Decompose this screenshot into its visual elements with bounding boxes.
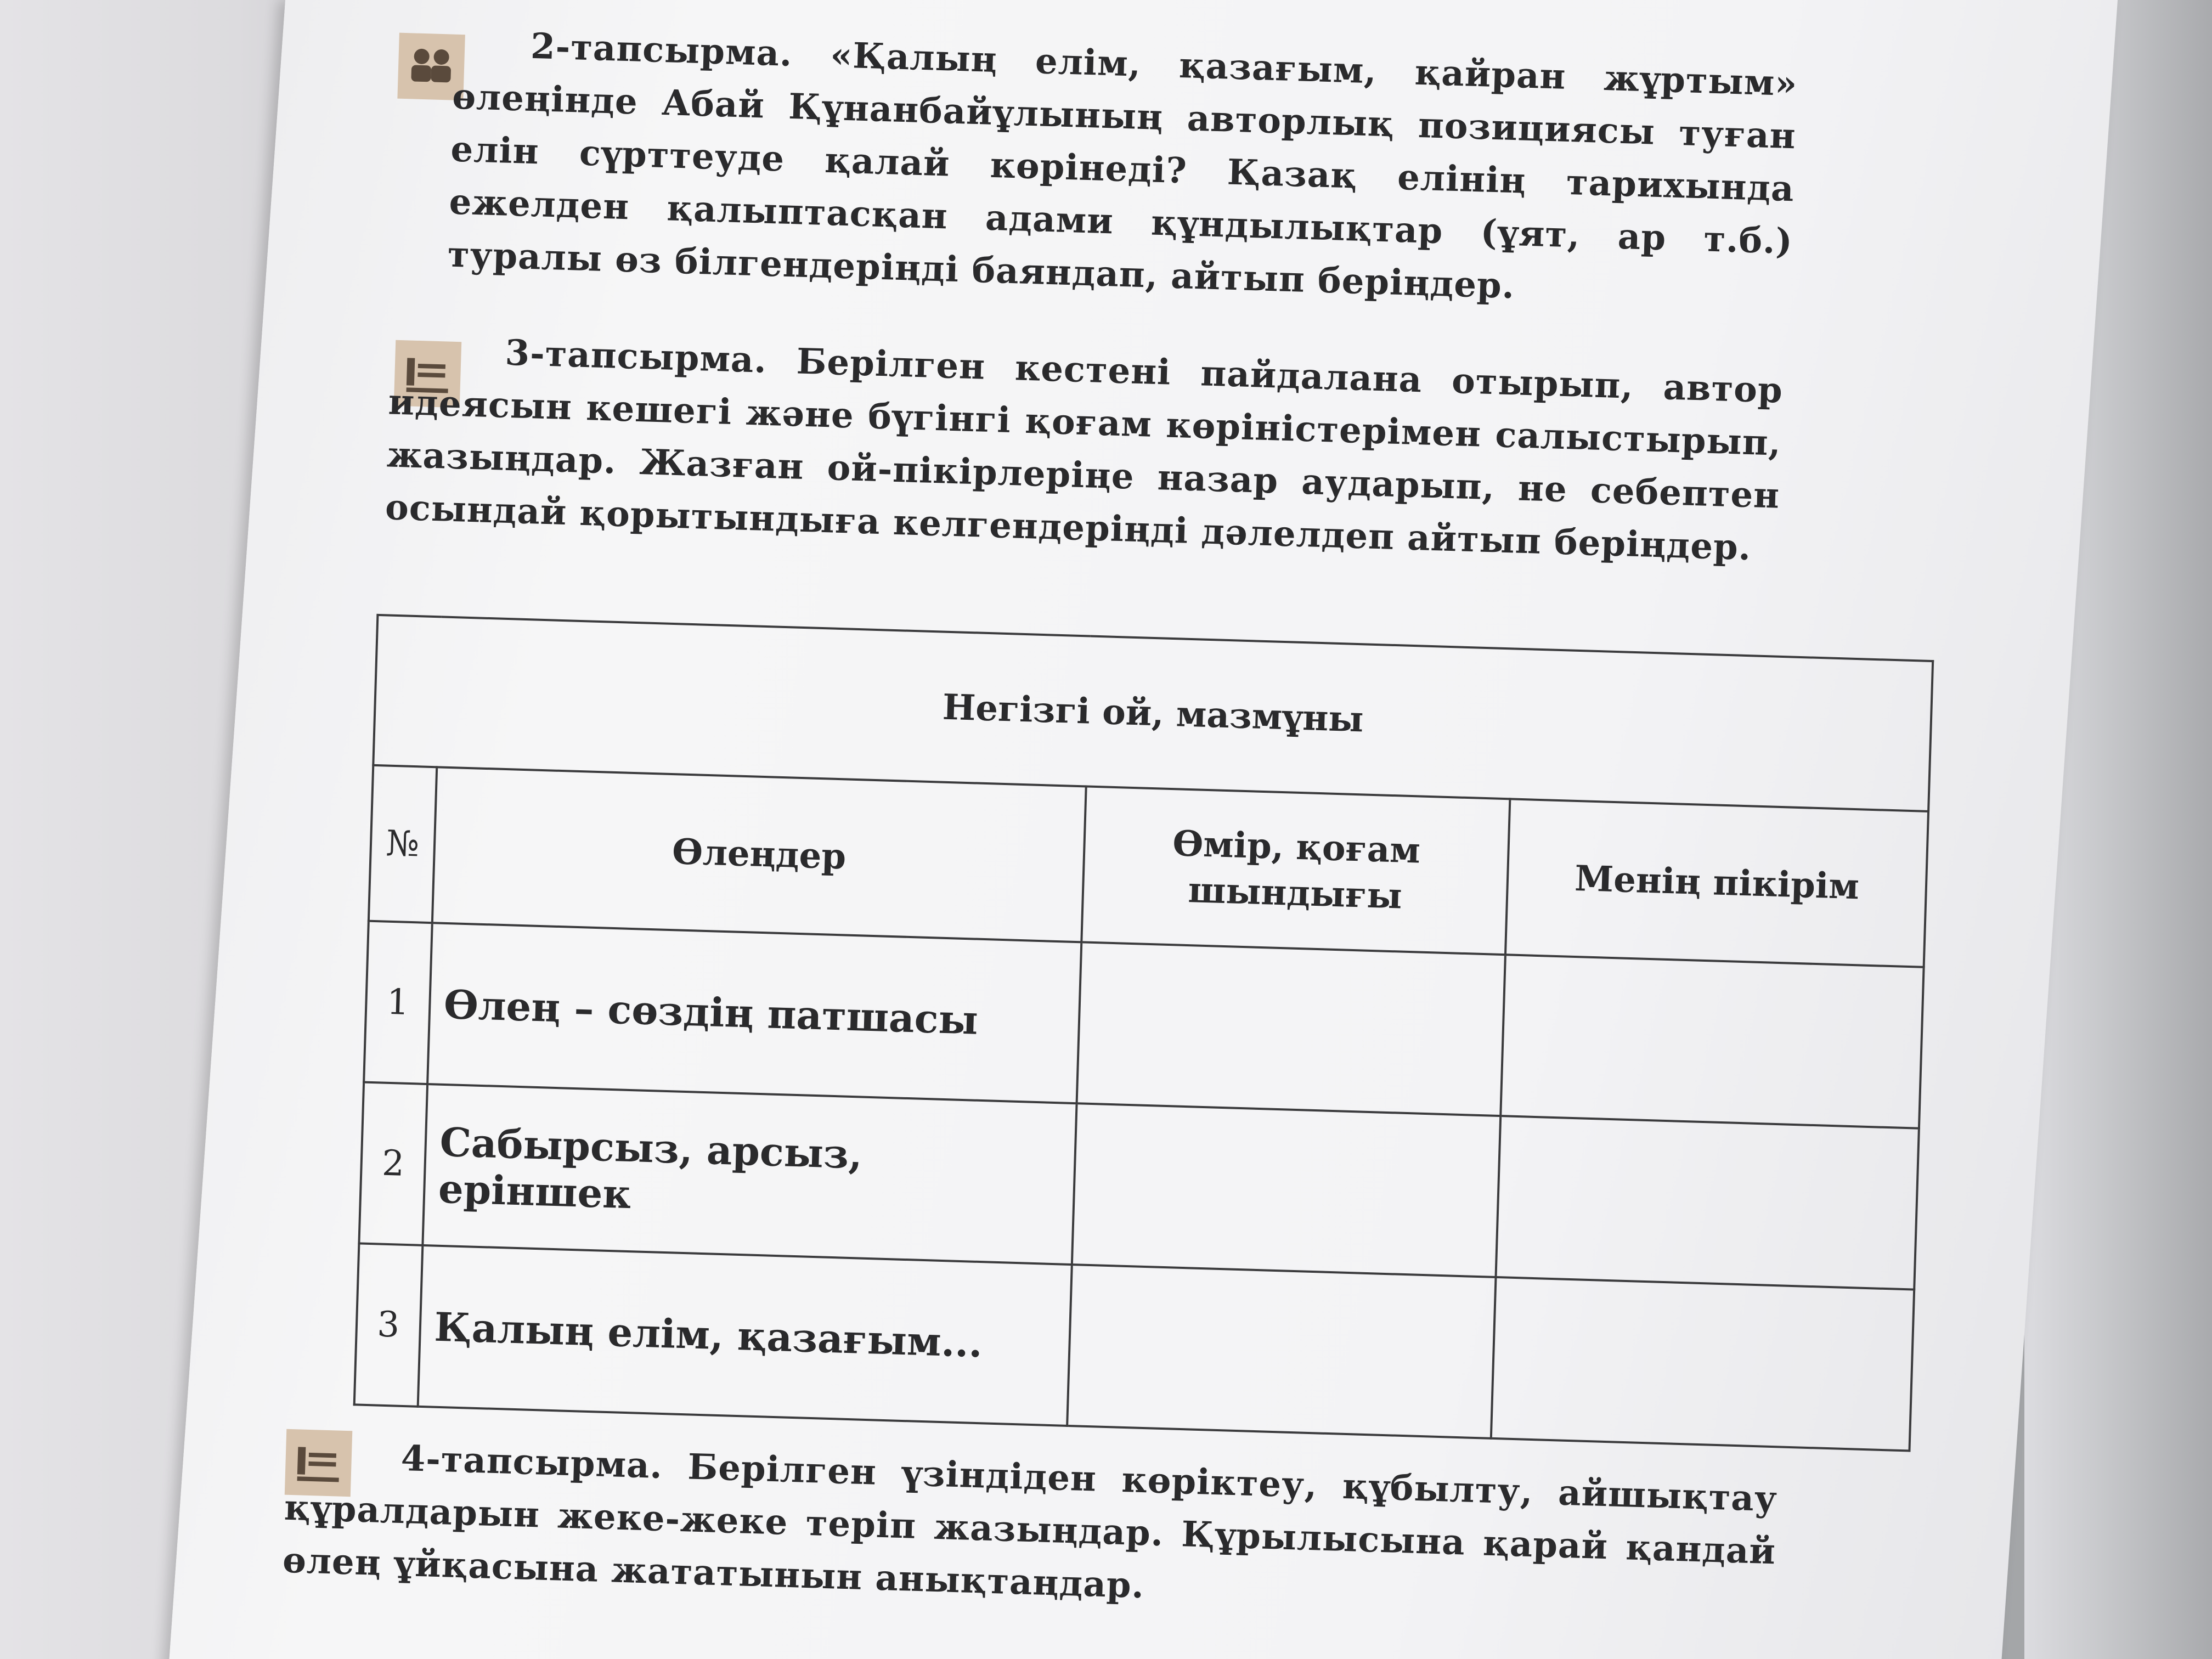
opinion-cell	[1491, 1277, 1914, 1451]
row-number: 2	[359, 1082, 427, 1245]
opinion-cell	[1496, 1116, 1919, 1290]
task-3	[385, 323, 1784, 575]
task-4-text: Берілген үзіндіден көріктеу, құбылту, айшықтау құралдарын жеке-жеке теріп жазыңдар. Құрылысына қарай қандай өлең ұйқасына жататынын анықтаңдар.	[282, 1446, 1778, 1607]
table-title: Негізгі ой, мазмұны	[373, 615, 1933, 811]
opinion-cell	[1500, 955, 1923, 1128]
poem-title: Өлең – сөздің патшасы	[427, 923, 1082, 1103]
task-4	[282, 1429, 1778, 1632]
task-2-label: 2-тапсырма.	[530, 25, 793, 75]
col-header-life: Өмір, қоғам шындығы	[1081, 786, 1510, 955]
poem-title: Сабырсыз, арсыз, еріншек	[422, 1084, 1077, 1265]
task-3-label: 3-тапсырма.	[504, 332, 768, 381]
life-cell	[1067, 1265, 1496, 1438]
task-2	[447, 18, 1798, 321]
poem-title: Қалың елім, қазағым...	[417, 1245, 1072, 1426]
col-header-poems: Өлеңдер	[432, 767, 1086, 942]
task-2-text: «Қалың елім, қазағым, қайран жұртым» өлеңінде Абай Құнанбайұлының авторлық позициясы туған елін сүрттеуде қалай көрінеді? Қазақ елінің тарихында ежелден қалыптасқан адами құндылықтар (ұят, ар т.б.) туралы өз білгендеріңді баяндап, айтып беріңдер.	[447, 35, 1798, 307]
page-content	[282, 0, 1876, 1659]
task-4-label: 4-тапсырма.	[400, 1437, 664, 1487]
row-number: 3	[354, 1243, 422, 1406]
col-header-number: №	[369, 765, 437, 923]
task-3-text: Берілген кестені пайдалана отырып, автор идеясын кешегі және бүгінгі қоғам көріністерімен салыстырып, жазыңдар. Жазған ой-пікірлеріңе назар аударып, не себептен осындай қорытындыға келгендеріңді дәлелдеп айтып беріңдер.	[385, 341, 1784, 569]
row-number: 1	[364, 921, 432, 1084]
life-cell	[1077, 942, 1505, 1116]
task-3-table	[353, 614, 1934, 1452]
col-header-opinion: Менің пікірім	[1505, 799, 1928, 967]
life-cell	[1072, 1103, 1500, 1277]
